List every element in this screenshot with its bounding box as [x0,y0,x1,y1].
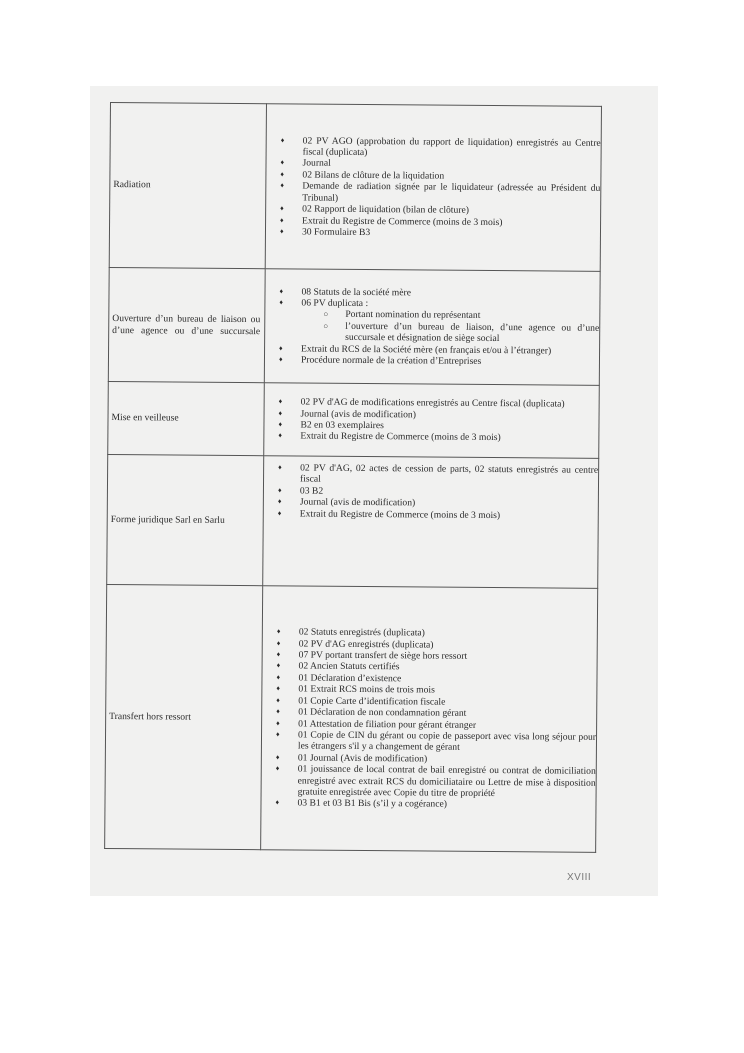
procedure-label: Mise en veilleuse [108,381,265,455]
table-row [107,454,599,588]
document-list [280,135,601,240]
requirements-table [104,102,602,853]
list-item: ♦ Extrait du Registre de Commerce (moins de 3 mois) [278,508,598,522]
sub-list [301,309,599,346]
list-item: ♦ 02 Rapport de liquidation (bilan de clôture) [280,203,600,217]
required-documents [264,269,600,386]
list-item: ♦ 02 Statuts enregistrés (duplicata) [277,627,597,641]
document-list [279,286,600,368]
list-item: ♦ Extrait du Registre de Commerce (moins de 3 mois) [280,215,600,229]
procedure-label [108,267,265,382]
list-item: ♦ 01 Extrait RCS moins de trois mois [276,684,596,698]
required-documents [265,104,601,272]
list-item: ♦ 08 Statuts de la société mère [279,286,599,300]
list-item: ♦ Extrait du RCS de la Société mère (en français et/ou à l’étranger) [279,343,599,357]
required-documents [261,586,598,853]
list-item: ♦ 02 PV d'AG, 02 actes de cession de parts, 02 statuts enregistrés au centre fiscal [278,462,598,487]
scanned-page [90,86,658,896]
list-item: ♦ 01 Journal (Avis de modification) [276,752,596,766]
list-item: ♦ 01 Attestation de filiation pour gérant étranger [276,718,596,732]
list-item: ♦ 03 B2 [278,485,598,499]
list-item: ♦ 01 Déclaration d’existence [276,672,596,686]
list-item: ♦ 02 PV AGO (approbation du rapport de liquidation) enregistrés au Centre fiscal (duplicata) [281,135,601,160]
list-item: ♦ 02 Bilans de clôture de la liquidation [280,169,600,183]
document-list [275,627,596,812]
procedure-label: Radiation [109,103,266,269]
sub-list-item: ○ Portant nomination du représentant [323,309,599,323]
list-item: ♦ Procédure normale de la création d’Entreprises [279,354,599,368]
list-item: ♦ 01 Déclaration de non condamnation gérant [276,706,596,720]
list-item-text: 06 PV duplicata : [301,297,369,310]
list-item: ♦ B2 en 03 exemplaires [278,419,598,433]
list-item: ♦ 30 Formulaire B3 [280,226,600,240]
list-item: ♦ 07 PV portant transfert de siège hors ressort [277,649,597,663]
list-item: ♦ Journal [280,158,600,172]
table-row [108,267,600,385]
list-item: ♦ 01 Copie de CIN du gérant ou copie de passeport avec visa long séjour pour les étrangers s'il y a changement de gérant [276,729,596,754]
table-row [108,381,600,458]
table-row [109,103,601,272]
table-row [105,584,598,852]
list-item: ♦ 02 Ancien Statuts certifiés [277,661,597,675]
procedure-label: Transfert hors ressort [105,584,263,849]
list-item: ♦ Demande de radiation signée par le liquidateur (adressée au Président du Tribunal) [280,181,600,206]
list-item: ♦ 03 B1 et 03 B1 Bis (s’il y a cogérance) [275,798,595,812]
list-item: ♦ Extrait du Registre de Commerce (moins de 3 mois) [278,431,598,445]
list-item: ♦ 01 Copie Carte d’identification fiscale [276,695,596,709]
list-item: ♦ Journal (avis de modification) [278,497,598,511]
list-item [279,297,599,345]
page-number: XVIII [567,872,592,883]
list-item: ♦ Journal (avis de modification) [279,408,599,422]
document-list [278,397,598,445]
list-item: ♦ 02 PV d'AG de modifications enregistrés au Centre fiscal (duplicata) [279,397,599,411]
procedure-label-text: Ouverture d’un bureau de liaison ou d’une agence ou d’une succursale [112,313,261,337]
list-item: ♦ 02 PV d'AG enregistrés (duplicata) [277,638,597,652]
sub-list-item: ○ l’ouverture d’un bureau de liaison, d’une agence ou d’une succursale et désignation de siège social [323,320,599,345]
list-item: ♦ 01 jouissance de local contrat de bail enregistré ou contrat de domiciliation enregistré avec extrait RCS du domiciliataire ou Lettre de mise à disposition gratuite enregistrée avec Copie du titre de propriété [276,763,596,800]
document-list [278,462,598,522]
required-documents [264,383,600,459]
procedure-label: Forme juridique Sarl en Sarlu [107,454,264,585]
required-documents [263,456,599,589]
